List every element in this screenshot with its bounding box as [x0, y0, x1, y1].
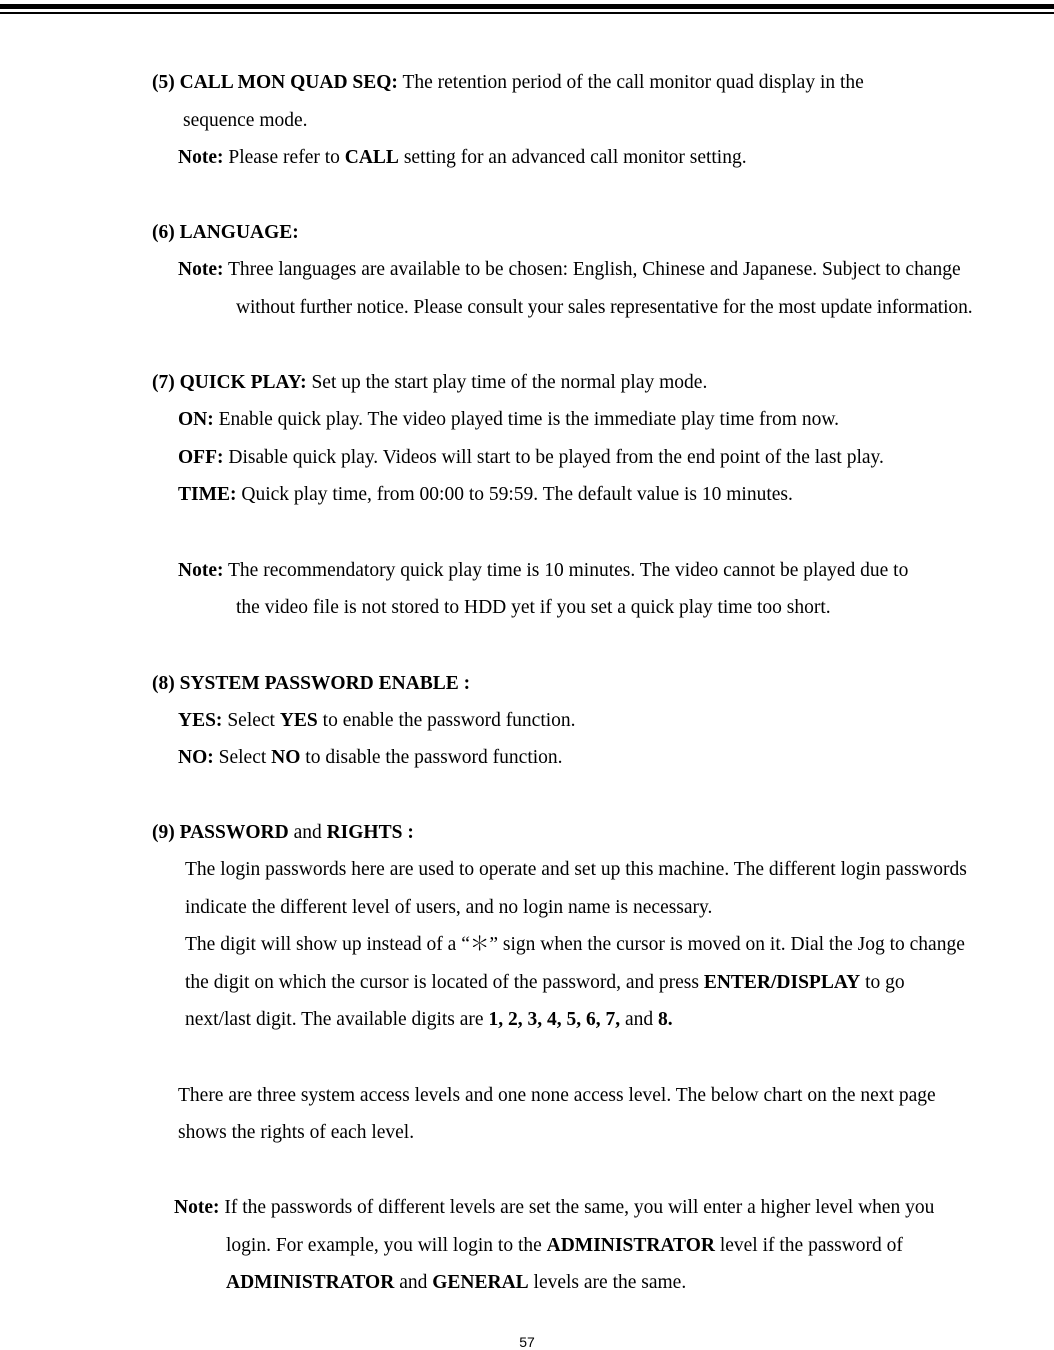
password-rights-p2-line1: There are three system access levels and one none access level. The below chart on the next page: [178, 1085, 936, 1106]
quick-play-note: Note: The recommendatory quick play time is 10 minutes. The video cannot be played due to: [178, 560, 909, 581]
password-rights-note: Note: If the passwords of different levels are set the same, you will enter a higher level when you: [174, 1197, 935, 1218]
password-rights-p1-line2: indicate the different level of users, and no login name is necessary.: [185, 897, 713, 918]
quick-play-time: TIME: Quick play time, from 00:00 to 59:59. The default value is 10 minutes.: [178, 484, 793, 505]
quick-play-on: ON: Enable quick play. The video played time is the immediate play time from now.: [178, 409, 840, 430]
quick-play-note-cont: the video file is not stored to HDD yet if you set a quick play time too short.: [236, 597, 831, 618]
call-mon-heading: (5) CALL MON QUAD SEQ:: [152, 72, 398, 93]
header-rule-thick: [0, 4, 1054, 9]
quick-play-heading-line: (7) QUICK PLAY: Set up the start play time of the normal play mode.: [152, 372, 708, 393]
password-rights-note-line3: ADMINISTRATOR and GENERAL levels are the same.: [226, 1272, 687, 1293]
page-number: 57: [519, 1334, 535, 1350]
password-rights-p1-line5: next/last digit. The available digits are 1, 2, 3, 4, 5, 6, 7, and 8.: [185, 1009, 673, 1030]
call-mon-heading-line: [152, 72, 864, 94]
password-rights-p1-line1: The login passwords here are used to operate and set up this machine. The different login passwords: [185, 859, 967, 880]
quick-play-heading: (7) QUICK PLAY:: [152, 372, 307, 393]
sys-password-heading: (8) SYSTEM PASSWORD ENABLE :: [152, 673, 471, 694]
language-note-cont: without further notice. Please consult your sales representative for the most update information.: [236, 297, 973, 318]
password-rights-p1-line3: The digit will show up instead of a “＊” sign when the cursor is moved on it. Dial the Jog to change: [185, 934, 965, 955]
sys-password-no: NO: Select NO to disable the password function.: [178, 747, 563, 768]
password-rights-p2-line2: shows the rights of each level.: [178, 1122, 415, 1143]
language-note: Note: Three languages are available to be chosen: English, Chinese and Japanese. Subject to change: [178, 259, 961, 280]
call-mon-desc-cont: sequence mode.: [183, 110, 308, 131]
password-rights-note-line2: login. For example, you will login to the ADMINISTRATOR level if the password of: [226, 1235, 903, 1256]
call-mon-note: Note: Please refer to CALL setting for an advanced call monitor setting.: [178, 147, 747, 168]
language-heading: (6) LANGUAGE:: [152, 222, 299, 243]
password-rights-heading: (9) PASSWORD and RIGHTS :: [152, 822, 414, 843]
call-mon-desc: The retention period of the call monitor quad display in the: [402, 72, 864, 93]
password-rights-p1-line4: the digit on which the cursor is located of the password, and press ENTER/DISPLAY to go: [185, 972, 905, 993]
sys-password-yes: YES: Select YES to enable the password function.: [178, 710, 576, 731]
quick-play-off: OFF: Disable quick play. Videos will start to be played from the end point of the last play.: [178, 447, 884, 468]
header-rule-thin: [0, 12, 1054, 14]
